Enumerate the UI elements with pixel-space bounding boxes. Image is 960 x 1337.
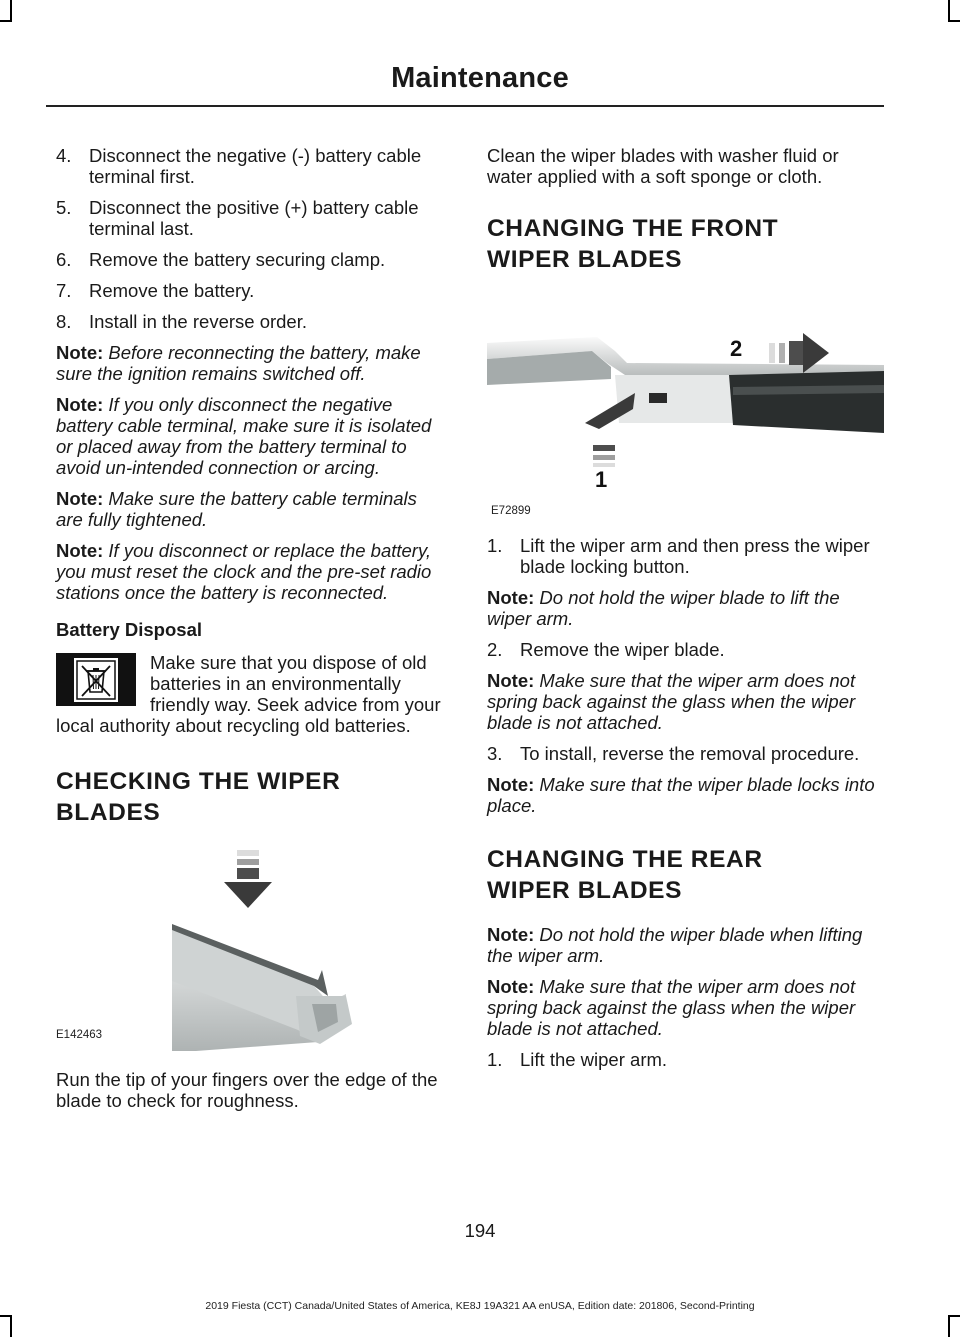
arrow-fade-bar	[769, 343, 775, 363]
note-label: Note:	[487, 587, 535, 608]
crop-mark	[0, 20, 12, 22]
arrow-fade-bar	[789, 341, 803, 365]
crop-mark	[948, 1315, 960, 1317]
checking-instruction-text: Run the tip of your fingers over the edge of the blade to check for roughness.	[56, 1069, 438, 1111]
step-text: Remove the wiper blade.	[520, 639, 725, 660]
step-number: 3.	[487, 743, 503, 764]
step-text: Lift the wiper arm.	[520, 1049, 668, 1070]
front-wiper-heading: CHANGING THE FRONT WIPER BLADES	[487, 215, 779, 273]
step-item	[487, 743, 879, 764]
step-text: Remove the battery.	[89, 280, 255, 301]
arrow-fade-bar	[593, 445, 615, 451]
step-item	[487, 1049, 879, 1070]
note-text: Do not hold the wiper blade when lifting the wiper arm.	[487, 924, 863, 966]
step-number: 8.	[56, 311, 72, 332]
header-divider	[46, 105, 884, 107]
note	[56, 540, 448, 603]
step-item	[56, 145, 448, 187]
right-column	[487, 145, 879, 1080]
arrow-fade-bar	[779, 343, 785, 363]
battery-disposal-text: Make sure that you dispose of old batteries in an environmentally friendly way. Seek advice from your local authority about recycling old batteries.	[56, 652, 441, 736]
step-text: To install, reverse the removal procedure.	[520, 743, 860, 764]
note-label: Note:	[56, 540, 104, 561]
arrow-fade-bar	[237, 868, 259, 879]
left-column	[56, 145, 448, 1121]
note-text: Make sure that the wiper arm does not spring back against the glass when the wiper blade is not attached.	[487, 670, 856, 733]
step-number: 1.	[487, 1049, 503, 1070]
figure-code: E72899	[491, 505, 531, 517]
step-text: Install in the reverse order.	[89, 311, 307, 332]
crop-mark	[948, 0, 950, 22]
wiper-blade-illustration	[56, 846, 448, 1051]
step-text: Disconnect the negative (-) battery cable terminal first.	[89, 145, 422, 187]
note-label: Note:	[56, 488, 104, 509]
crop-mark	[0, 1315, 12, 1317]
note-label: Note:	[56, 342, 104, 363]
step-text: Remove the battery securing clamp.	[89, 249, 386, 270]
note	[56, 488, 448, 530]
front-wiper-figure	[487, 293, 884, 517]
note	[56, 342, 448, 384]
figure-code: E142463	[56, 1029, 103, 1041]
crop-mark	[10, 1315, 12, 1337]
step-number: 4.	[56, 145, 72, 166]
step-number: 5.	[56, 197, 72, 218]
battery-disposal-block	[56, 652, 448, 736]
note-text: If you only disconnect the negative battery cable terminal, make sure it is isolated or placed away from the battery terminal to avoid un-intended connection or arcing.	[56, 394, 432, 478]
step-item	[56, 249, 448, 270]
step-text: Lift the wiper arm and then press the wiper blade locking button.	[520, 535, 870, 577]
note	[487, 774, 879, 816]
page-number: 194	[464, 1220, 496, 1241]
crop-mark	[10, 0, 12, 22]
note	[487, 670, 879, 733]
note	[487, 587, 879, 629]
checking-wiper-blades-heading: CHECKING THE WIPER BLADES	[56, 768, 341, 826]
note	[487, 976, 879, 1039]
note	[56, 394, 448, 478]
step-item	[56, 311, 448, 332]
step-text: Disconnect the positive (+) battery cable terminal last.	[89, 197, 419, 239]
page-title: Maintenance	[391, 62, 569, 94]
wiper-blade-edge-figure	[56, 846, 448, 1051]
arrow-fade-bar	[237, 850, 259, 856]
rear-wiper-heading: CHANGING THE REAR WIPER BLADES	[487, 846, 763, 904]
step-item	[56, 197, 448, 239]
step-item	[56, 280, 448, 301]
front-wiper-illustration	[487, 293, 884, 493]
arrow-fade-bar	[593, 455, 615, 460]
step-number: 2.	[487, 639, 503, 660]
battery-disposal-heading: Battery Disposal	[56, 619, 202, 640]
step-item	[487, 535, 879, 577]
note-text: Make sure the battery cable terminals are fully tightened.	[56, 488, 417, 530]
step-number: 7.	[56, 280, 72, 301]
step-item	[487, 639, 879, 660]
note	[487, 924, 879, 966]
note-label: Note:	[487, 976, 535, 997]
figure-label-2: 2	[730, 336, 743, 361]
note-label: Note:	[487, 924, 535, 945]
figure-label-1: 1	[595, 467, 608, 492]
note-label: Note:	[56, 394, 104, 415]
crop-mark	[948, 20, 960, 22]
note-label: Note:	[487, 670, 535, 691]
note-text: If you disconnect or replace the battery, you must reset the clock and the pre-set radio stations once the battery is reconnected.	[56, 540, 432, 603]
note-text: Before reconnecting the battery, make sure the ignition remains switched off.	[56, 342, 421, 384]
note-text: Make sure that the wiper blade locks into place.	[487, 774, 875, 816]
crop-mark	[948, 1315, 950, 1337]
note-text: Do not hold the wiper blade to lift the wiper arm.	[487, 587, 840, 629]
note-label: Note:	[487, 774, 535, 795]
recycle-bin-crossed-icon	[56, 653, 136, 706]
cleaning-text: Clean the wiper blades with washer fluid or water applied with a soft sponge or cloth.	[487, 145, 839, 187]
step-number: 1.	[487, 535, 503, 556]
arrow-fade-bar	[237, 859, 259, 865]
step-number: 6.	[56, 249, 72, 270]
note-text: Make sure that the wiper arm does not spring back against the glass when the wiper blade is not attached.	[487, 976, 856, 1039]
footer-edition-info: 2019 Fiesta (CCT) Canada/United States of America, KE8J 19A321 AA enUSA, Edition date: 201806, Second-Printing	[205, 1300, 755, 1312]
